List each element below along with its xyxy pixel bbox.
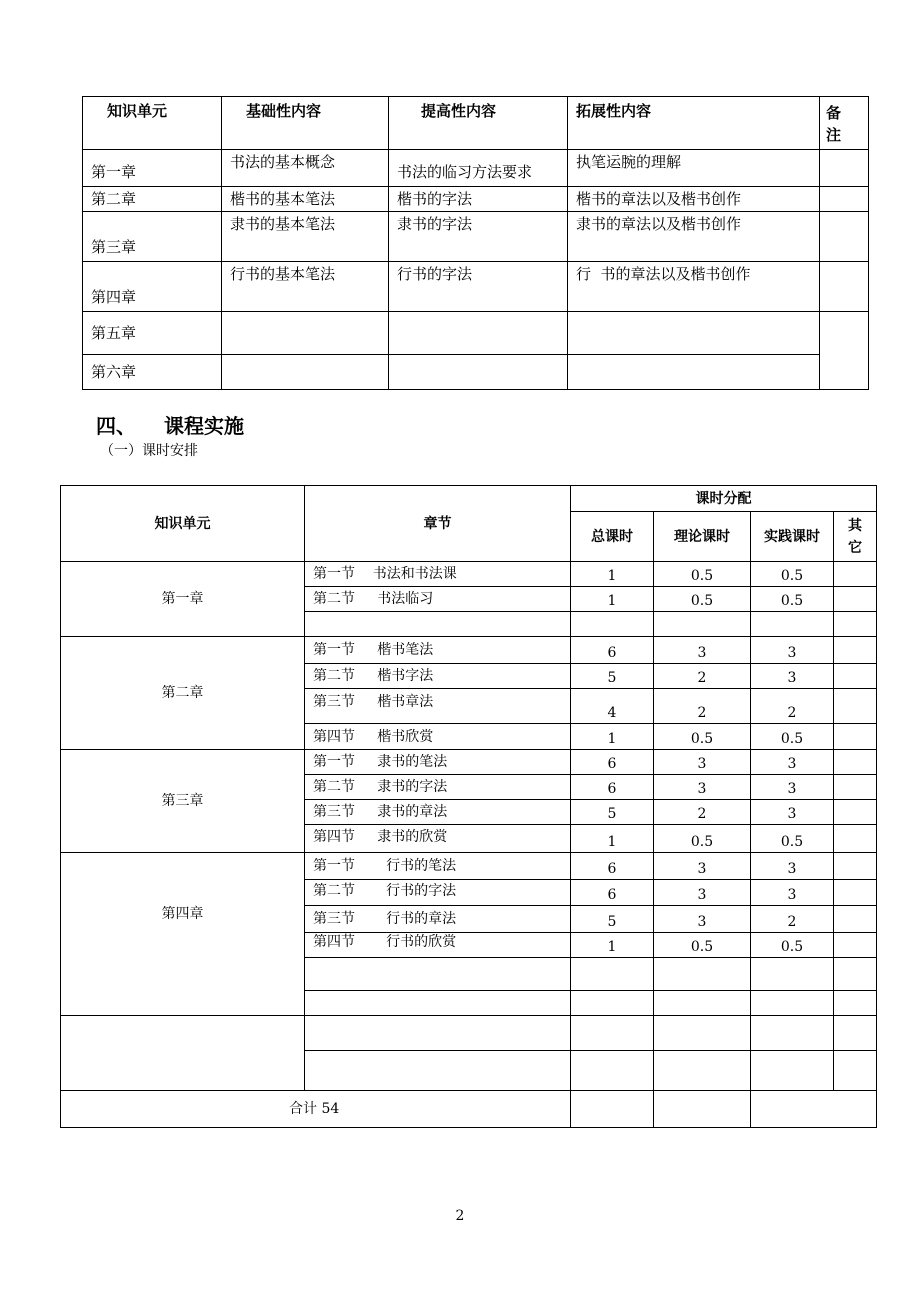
t2-header-chapter: 章节 — [305, 486, 571, 562]
t2-practice: 3 — [751, 750, 834, 775]
t1-basic: 楷书的基本笔法 — [222, 187, 389, 212]
t2-theory: 2 — [654, 689, 751, 724]
knowledge-content-table — [82, 96, 869, 390]
t2-total — [571, 991, 654, 1016]
t2-practice: 0.5 — [751, 587, 834, 612]
t2-practice: 0.5 — [751, 724, 834, 750]
t1-header-basic: 基础性内容 — [222, 97, 389, 150]
t2-other — [834, 750, 877, 775]
t2-theory: 3 — [654, 880, 751, 906]
t1-unit: 第五章 — [83, 312, 222, 355]
t2-total: 4 — [571, 689, 654, 724]
t1-extended: 执笔运腕的理解 — [568, 150, 820, 187]
t2-section: 第一节 隶书的笔法 — [305, 750, 571, 775]
t1-advanced: 书法的临习方法要求 — [389, 150, 568, 187]
table-row — [83, 355, 869, 390]
t2-practice: 2 — [751, 689, 834, 724]
t2-practice: 3 — [751, 775, 834, 800]
t2-theory: 0.5 — [654, 933, 751, 958]
t1-unit: 第一章 — [83, 150, 222, 187]
t1-remarks — [820, 187, 869, 212]
t2-practice — [751, 991, 834, 1016]
t2-header-total: 总课时 — [571, 512, 654, 562]
table-row — [61, 562, 877, 587]
t2-theory — [654, 1016, 751, 1051]
t2-theory: 0.5 — [654, 562, 751, 587]
t2-theory — [654, 958, 751, 991]
t2-other — [834, 562, 877, 587]
t1-unit: 第二章 — [83, 187, 222, 212]
t1-advanced: 楷书的字法 — [389, 187, 568, 212]
t1-basic — [222, 355, 389, 390]
t2-other — [834, 853, 877, 880]
t2-total: 6 — [571, 637, 654, 664]
table-row — [61, 853, 877, 880]
t2-unit: 第四章 — [61, 853, 305, 1016]
t2-other — [834, 991, 877, 1016]
t2-other — [834, 933, 877, 958]
t2-theory: 0.5 — [654, 587, 751, 612]
t2-theory: 3 — [654, 853, 751, 880]
t2-section — [305, 991, 571, 1016]
table-row — [83, 212, 869, 262]
t2-practice: 3 — [751, 637, 834, 664]
t2-other — [834, 1051, 877, 1091]
t2-total — [571, 958, 654, 991]
t2-total — [571, 1016, 654, 1051]
table-row — [83, 187, 869, 212]
t2-practice — [751, 1016, 834, 1051]
t2-section: 第一节 书法和书法课 — [305, 562, 571, 587]
t1-extended: 隶书的章法以及楷书创作 — [568, 212, 820, 262]
t2-theory: 0.5 — [654, 825, 751, 853]
t1-advanced: 隶书的字法 — [389, 212, 568, 262]
t2-theory: 0.5 — [654, 724, 751, 750]
table-row — [61, 637, 877, 664]
table-row — [61, 1016, 877, 1051]
t2-section: 第三节 行书的章法 — [305, 906, 571, 933]
t2-section: 第二节 书法临习 — [305, 587, 571, 612]
t2-section: 第三节 楷书章法 — [305, 689, 571, 724]
t2-total-empty — [654, 1091, 751, 1128]
t2-practice: 0.5 — [751, 933, 834, 958]
table-row — [83, 262, 869, 312]
t1-advanced: 行书的字法 — [389, 262, 568, 312]
t1-extended: 楷书的章法以及楷书创作 — [568, 187, 820, 212]
t2-other — [834, 800, 877, 825]
t2-practice — [751, 958, 834, 991]
table-total-row — [61, 1091, 877, 1128]
t2-section: 第二节 楷书字法 — [305, 664, 571, 689]
table2-header-row — [61, 486, 877, 512]
t2-section: 第四节 行书的欣赏 — [305, 933, 571, 958]
t2-theory: 3 — [654, 775, 751, 800]
table-row — [61, 750, 877, 775]
t2-total: 1 — [571, 562, 654, 587]
t1-remarks — [820, 312, 869, 390]
t2-total: 6 — [571, 853, 654, 880]
t1-basic — [222, 312, 389, 355]
t2-total-empty — [751, 1091, 877, 1128]
t2-header-unit: 知识单元 — [61, 486, 305, 562]
t2-practice: 0.5 — [751, 825, 834, 853]
t2-total — [571, 1051, 654, 1091]
t2-other — [834, 664, 877, 689]
t2-header-theory: 理论课时 — [654, 512, 751, 562]
t2-other — [834, 775, 877, 800]
t2-other — [834, 958, 877, 991]
t2-total: 5 — [571, 906, 654, 933]
t2-other — [834, 689, 877, 724]
t2-header-other: 其它 — [834, 512, 877, 562]
t2-section: 第二节 隶书的字法 — [305, 775, 571, 800]
table-row — [83, 150, 869, 187]
table-row — [83, 312, 869, 355]
t2-section — [305, 958, 571, 991]
t2-other — [834, 724, 877, 750]
t2-unit: 第二章 — [61, 637, 305, 750]
t2-practice: 3 — [751, 853, 834, 880]
t2-theory: 3 — [654, 906, 751, 933]
t1-extended: 行 书的章法以及楷书创作 — [568, 262, 820, 312]
t1-extended — [568, 312, 820, 355]
t1-remarks — [820, 212, 869, 262]
t2-other — [834, 612, 877, 637]
t2-practice: 3 — [751, 800, 834, 825]
t2-practice: 3 — [751, 880, 834, 906]
section-title: 课程实施 — [164, 414, 244, 438]
t1-unit: 第四章 — [83, 262, 222, 312]
t2-header-allocation: 课时分配 — [571, 486, 877, 512]
subsection-heading: （一）课时安排 — [100, 443, 198, 459]
t2-unit: 第三章 — [61, 750, 305, 853]
t2-total-empty — [571, 1091, 654, 1128]
t2-section: 第一节 楷书笔法 — [305, 637, 571, 664]
t2-practice: 0.5 — [751, 562, 834, 587]
table1-header-row — [83, 97, 869, 150]
t1-header-extended: 拓展性内容 — [568, 97, 820, 150]
t1-extended — [568, 355, 820, 390]
t2-section: 第一节 行书的笔法 — [305, 853, 571, 880]
t2-total-label: 合计 54 — [61, 1091, 571, 1128]
t2-theory — [654, 612, 751, 637]
t2-other — [834, 637, 877, 664]
t2-practice: 2 — [751, 906, 834, 933]
page-number: 2 — [455, 1208, 465, 1224]
t2-other — [834, 587, 877, 612]
t2-section — [305, 1051, 571, 1091]
t1-header-unit: 知识单元 — [83, 97, 222, 150]
t2-other — [834, 1016, 877, 1051]
t1-header-remarks: 备注 — [820, 97, 869, 150]
t2-section: 第三节 隶书的章法 — [305, 800, 571, 825]
t2-total: 1 — [571, 825, 654, 853]
t2-other — [834, 880, 877, 906]
t2-theory: 2 — [654, 800, 751, 825]
t1-unit: 第三章 — [83, 212, 222, 262]
t2-total: 6 — [571, 775, 654, 800]
t2-section — [305, 1016, 571, 1051]
t2-theory: 3 — [654, 750, 751, 775]
t2-total: 1 — [571, 933, 654, 958]
t2-header-practice: 实践课时 — [751, 512, 834, 562]
t1-basic: 行书的基本笔法 — [222, 262, 389, 312]
t2-theory — [654, 1051, 751, 1091]
t2-practice — [751, 1051, 834, 1091]
t2-total: 6 — [571, 880, 654, 906]
t2-practice — [751, 612, 834, 637]
section-number: 四、 — [96, 414, 136, 438]
t1-advanced — [389, 312, 568, 355]
t2-theory: 2 — [654, 664, 751, 689]
t1-remarks — [820, 262, 869, 312]
t2-section: 第四节 楷书欣赏 — [305, 724, 571, 750]
t2-section: 第四节 隶书的欣赏 — [305, 825, 571, 853]
t2-unit — [61, 1016, 305, 1091]
t2-section — [305, 612, 571, 637]
t2-theory: 3 — [654, 637, 751, 664]
t2-theory — [654, 991, 751, 1016]
t1-unit: 第六章 — [83, 355, 222, 390]
t1-advanced — [389, 355, 568, 390]
t1-header-advanced: 提高性内容 — [389, 97, 568, 150]
t2-practice: 3 — [751, 664, 834, 689]
t2-total: 5 — [571, 800, 654, 825]
t2-total: 1 — [571, 724, 654, 750]
t2-total — [571, 612, 654, 637]
class-hours-table — [60, 485, 877, 1128]
t2-section: 第二节 行书的字法 — [305, 880, 571, 906]
t2-total: 5 — [571, 664, 654, 689]
t1-basic: 书法的基本概念 — [222, 150, 389, 187]
t2-unit: 第一章 — [61, 562, 305, 637]
t2-total: 6 — [571, 750, 654, 775]
t1-basic: 隶书的基本笔法 — [222, 212, 389, 262]
section-heading — [96, 410, 244, 439]
t2-other — [834, 906, 877, 933]
t2-other — [834, 825, 877, 853]
t2-total: 1 — [571, 587, 654, 612]
t1-remarks — [820, 150, 869, 187]
